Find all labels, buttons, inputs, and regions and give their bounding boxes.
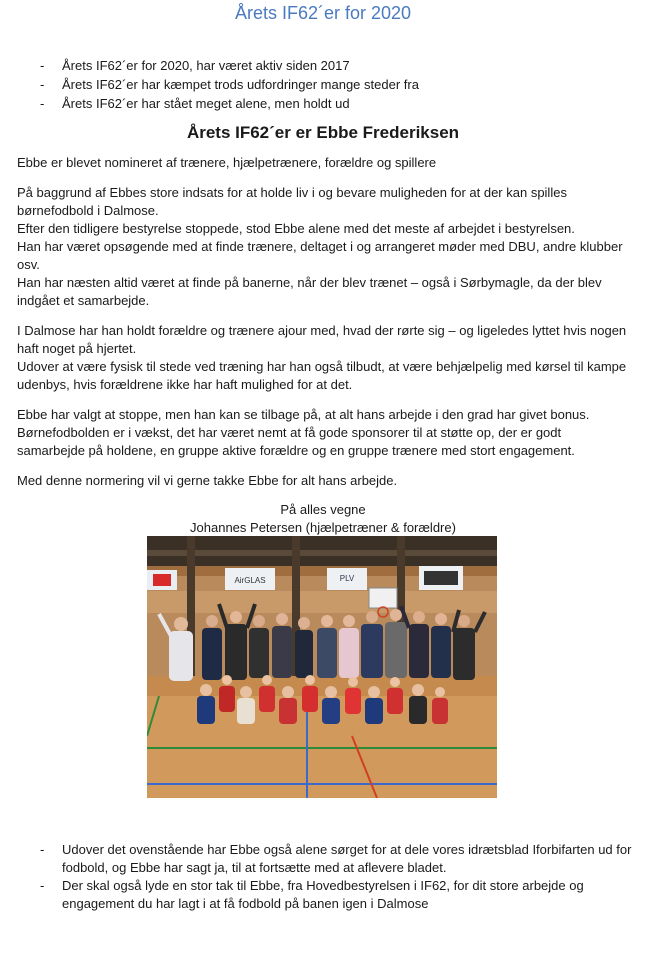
paragraph-stopping xyxy=(17,406,629,460)
bullet-dash: - xyxy=(40,96,45,111)
bullet-dash: - xyxy=(40,842,45,857)
list-item xyxy=(40,877,640,913)
text-line: Med denne normering vil vi gerne takke Ebbe for alt hans arbejde. xyxy=(17,473,398,488)
list-item xyxy=(40,75,419,94)
paragraph-dalmose xyxy=(17,322,629,394)
bullet-text: Årets IF62´er for 2020, har været aktiv siden 2017 xyxy=(62,58,350,73)
text-line: I Dalmose har han holdt forældre og trænere ajour med, hvad der rørte sig – og ligeledes lyttet hvis nogen xyxy=(17,323,627,338)
text-line: samarbejde på holdene, en gruppe aktive forældre og en gruppe trænere med stort engagement. xyxy=(17,443,575,458)
text-line: Efter den tidligere bestyrelse stoppede, stod Ebbe alene med det meste af arbejdet i bestyrelsen. xyxy=(17,221,575,236)
basketball-board xyxy=(369,588,397,608)
team-photo xyxy=(147,536,497,798)
text-line: Udover at være fysisk til stede ved træning har han også tilbudt, at være behjælpelig med kørsel til kampe xyxy=(17,359,627,374)
text-line: Han har næsten altid været at finde på banerne, når der blev trænet – også i Sørbymagle, da der blev xyxy=(17,275,602,290)
page-title: Årets IF62´er for 2020 xyxy=(234,3,412,23)
bullet-dash: - xyxy=(40,77,45,92)
bullet-dash: - xyxy=(40,58,45,73)
signature xyxy=(0,501,646,537)
award-heading: Årets IF62´er er Ebbe Frederiksen xyxy=(186,123,460,142)
list-item xyxy=(40,56,419,75)
signature-line-1: På alles vegne xyxy=(280,502,366,517)
text-line: Han har været opsøgende med at finde trænere, deltaget i og arrangeret møder med DBU, andre klubber xyxy=(17,239,623,254)
bullet-text: Årets IF62´er har stået meget alene, men holdt ud xyxy=(62,96,350,111)
list-item xyxy=(40,94,419,113)
paragraph-nomination xyxy=(17,154,629,172)
closing-bullet-list xyxy=(40,841,640,913)
text-line: udenbys, hvis forældrene ikke har haft mulighed for at det. xyxy=(17,377,353,392)
text-line: Der skal også lyde en stor tak til Ebbe, fra Hovedbestyrelsen i IF62, for dit store arbejde og xyxy=(62,878,584,893)
intro-bullet-list xyxy=(40,56,419,113)
signature-line-2: Johannes Petersen (hjælpetræner & forældre) xyxy=(190,520,456,535)
list-item xyxy=(40,841,640,877)
text-line: indgået et samarbejde. xyxy=(17,293,150,308)
team-photo-illustration xyxy=(147,536,497,798)
text-line: Ebbe har valgt at stoppe, men han kan se tilbage på, at alt hans arbejde i den grad har givet bonus. xyxy=(17,407,590,422)
bullet-text: Årets IF62´er har kæmpet trods udfordringer mange steder fra xyxy=(62,77,419,92)
paragraph-thanks xyxy=(17,472,629,490)
text-line: børnefodbold i Dalmose. xyxy=(17,203,159,218)
text-line: På baggrund af Ebbes store indsats for at holde liv i og bevare muligheden for at der kan spilles xyxy=(17,185,567,200)
text-line: Udover det ovenstående har Ebbe også alene sørget for at dele vores idrætsblad Iforbifarten ud for xyxy=(62,842,632,857)
body-text xyxy=(17,154,629,499)
sign-plv-text: PLV xyxy=(339,574,355,583)
text-line: engagement du har lagt i at få fodbold på banen igen i Dalmose xyxy=(62,896,429,911)
bullet-dash: - xyxy=(40,878,45,893)
text-line: fodbold, og Ebbe har sagt ja, til at fortsætte med at aflevere bladet. xyxy=(62,860,447,875)
text-line: haft noget på hjertet. xyxy=(17,341,137,356)
sign-airglas-text: AirGLAS xyxy=(234,576,266,585)
text-line: osv. xyxy=(17,257,40,272)
paragraph-effort xyxy=(17,184,629,310)
text-line: Ebbe er blevet nomineret af trænere, hjælpetrænere, forældre og spillere xyxy=(17,155,437,170)
text-line: Børnefodbolden er i vækst, det har været nemt at få gode sponsorer til at støtte op, der er godt xyxy=(17,425,562,440)
